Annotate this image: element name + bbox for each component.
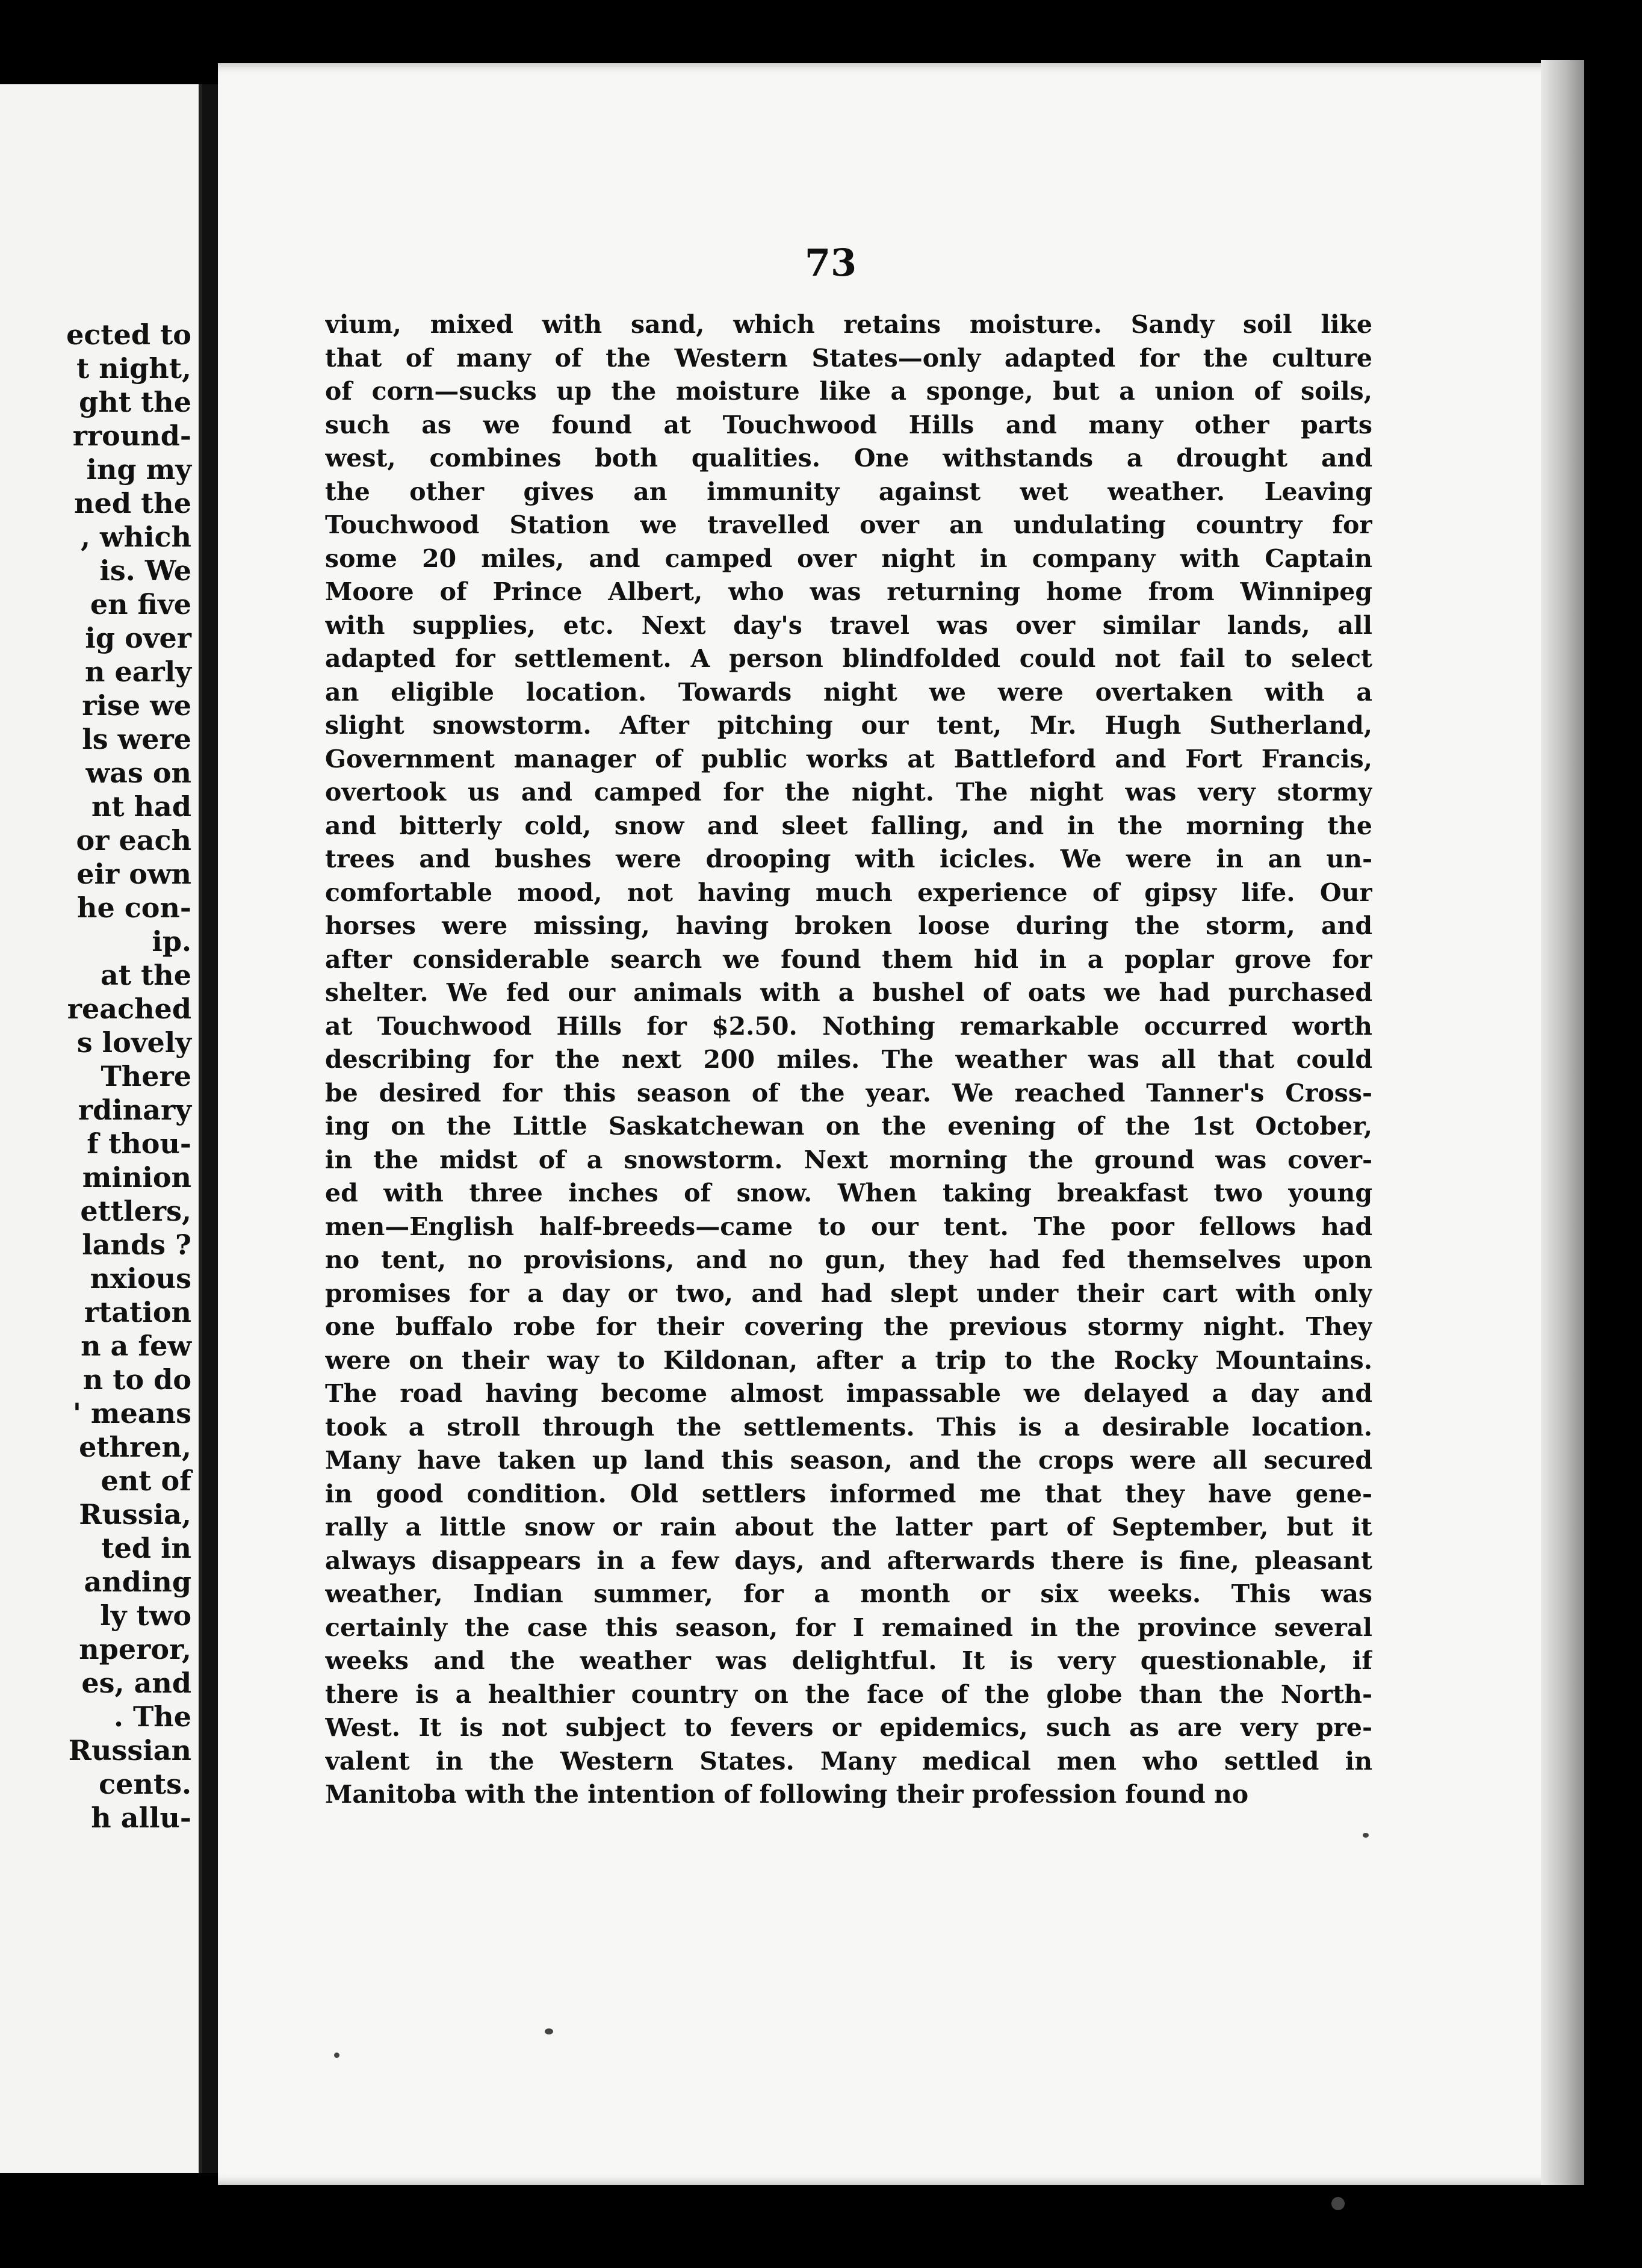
text-line: vium, mixed with sand, which retains moisture. Sandy soil like	[325, 310, 1372, 339]
text-line: valent in the Western States. Many medical men who settled in	[325, 1746, 1372, 1776]
left-page-line: rise we	[82, 689, 191, 722]
text-line: certainly the case this season, for I remained in the province several	[325, 1613, 1372, 1642]
text-line: ed with three inches of snow. When taking breakfast two young	[325, 1179, 1372, 1207]
text-line: comfortable mood, not having much experience of gipsy life. Our	[325, 878, 1372, 907]
left-page-line: ethren,	[79, 1431, 191, 1463]
binding-gutter	[202, 84, 218, 2173]
text-line: that of many of the Western States—only adapted for the culture	[325, 343, 1372, 373]
left-page-line: reached	[67, 993, 191, 1025]
left-page-line: at the	[100, 959, 191, 991]
scan-speck	[1363, 1833, 1369, 1838]
left-page-line: ip.	[152, 925, 191, 958]
left-page-text-fragments	[66, 318, 191, 1835]
left-page-line: There	[101, 1060, 191, 1092]
text-line: of corn—sucks up the moisture like a sponge, but a union of soils,	[325, 377, 1372, 406]
text-line: an eligible location. Towards night we were overtaken with a	[325, 677, 1372, 707]
text-line: with supplies, etc. Next day's travel was over similar lands, all	[325, 610, 1372, 640]
text-line: trees and bushes were drooping with icicles. We were in an un-	[325, 844, 1372, 873]
left-page-line: anding	[84, 1566, 191, 1598]
text-line: ing on the Little Saskatchewan on the evening of the 1st October,	[325, 1112, 1372, 1141]
text-line: Manitoba with the intention of following their profession found no	[325, 1780, 1249, 1809]
text-line: promises for a day or two, and had slept under their cart with only	[325, 1278, 1372, 1308]
left-page-line: rround-	[72, 420, 191, 452]
left-page-line: ned the	[74, 487, 191, 519]
text-line: overtook us and camped for the night. The night was very stormy	[325, 778, 1372, 807]
text-line: describing for the next 200 miles. The weather was all that could	[325, 1045, 1372, 1074]
left-page-line: . The	[114, 1700, 191, 1733]
text-line: slight snowstorm. After pitching our tent, Mr. Hugh Sutherland,	[325, 711, 1372, 740]
left-page-line: Russia,	[79, 1498, 191, 1531]
text-line: in good condition. Old settlers informed me that they have gene-	[325, 1479, 1372, 1508]
left-page-line: rdinary	[78, 1094, 191, 1126]
text-line: and bitterly cold, snow and sleet falling, and in the morning the	[325, 811, 1372, 840]
left-page-line: rtation	[84, 1296, 191, 1328]
left-page-line: en five	[90, 588, 191, 621]
left-page-line: nt had	[91, 790, 191, 823]
scan-speck	[545, 2028, 553, 2034]
left-page-line: ' means	[72, 1397, 191, 1430]
body-text	[325, 308, 1372, 1812]
text-line: West. It is not subject to fevers or epidemics, such as are very pre-	[325, 1713, 1372, 1742]
text-line: at Touchwood Hills for $2.50. Nothing remarkable occurred worth	[325, 1011, 1372, 1041]
text-line: Moore of Prince Albert, who was returning home from Winnipeg	[325, 577, 1372, 606]
left-page-line: t night,	[76, 352, 191, 385]
left-page-line: h allu-	[91, 1802, 191, 1834]
left-page-line: n to do	[82, 1363, 191, 1396]
text-line: men—English half-breeds—came to our tent. The poor fellows had	[325, 1212, 1372, 1241]
text-line: in the midst of a snowstorm. Next morning the ground was cover-	[325, 1145, 1372, 1174]
text-line: weather, Indian summer, for a month or six weeks. This was	[325, 1579, 1372, 1608]
text-line: shelter. We fed our animals with a bushel of oats we had purchased	[325, 978, 1372, 1007]
text-line: some 20 miles, and camped over night in company with Captain	[325, 544, 1372, 573]
left-page-line: ted in	[101, 1532, 191, 1564]
text-line: one buffalo robe for their covering the previous stormy night. They	[325, 1312, 1372, 1341]
text-line: Many have taken up land this season, and the crops were all secured	[325, 1446, 1372, 1475]
left-page-line: s lovely	[76, 1026, 191, 1059]
left-page-line: ls were	[82, 723, 191, 755]
left-page-line: ing my	[86, 453, 191, 486]
left-page-line: ettlers,	[80, 1195, 191, 1227]
text-line: Government manager of public works at Battleford and Fort Francis,	[325, 744, 1372, 773]
left-page-line: was on	[85, 757, 191, 789]
left-page-line: minion	[82, 1161, 191, 1194]
text-line: no tent, no provisions, and no gun, they had fed themselves upon	[325, 1245, 1372, 1274]
text-line: adapted for settlement. A person blindfolded could not fail to select	[325, 644, 1372, 673]
left-page-line: ght the	[79, 386, 191, 418]
text-line: always disappears in a few days, and afterwards there is fine, pleasant	[325, 1546, 1372, 1575]
text-line: such as we found at Touchwood Hills and many other parts	[325, 410, 1372, 439]
text-line: were on their way to Kildonan, after a trip to the Rocky Mountains.	[325, 1345, 1372, 1375]
text-line: after considerable search we found them hid in a poplar grove for	[325, 944, 1372, 974]
text-line: Touchwood Station we travelled over an undulating country for	[325, 510, 1372, 539]
text-line: west, combines both qualities. One withstands a drought and	[325, 444, 1372, 472]
left-page-line: n a few	[81, 1330, 191, 1362]
left-page-line: n early	[85, 655, 191, 688]
text-line: The road having become almost impassable we delayed a day and	[325, 1379, 1372, 1408]
text-line: the other gives an immunity against wet weather. Leaving	[325, 477, 1372, 506]
left-page-line: eir own	[76, 858, 191, 890]
left-page-line: lands ?	[82, 1228, 191, 1261]
left-facing-page	[0, 84, 202, 2173]
left-page-line: es, and	[81, 1667, 191, 1699]
scan-speck	[1331, 2197, 1345, 2210]
text-line: rally a little snow or rain about the latter part of September, but it	[325, 1513, 1372, 1541]
text-line: be desired for this season of the year. We reached Tanner's Cross-	[325, 1078, 1372, 1108]
left-page-line: ected to	[66, 318, 191, 351]
left-page-line: , which	[81, 521, 191, 553]
page-number: 73	[804, 241, 857, 285]
text-line: horses were missing, having broken loose during the storm, and	[325, 911, 1372, 940]
left-page-line: nxious	[90, 1262, 191, 1295]
left-page-line: Russian	[68, 1734, 191, 1767]
left-page-line: cents.	[99, 1768, 191, 1800]
scan-speck	[334, 2053, 339, 2058]
text-line: weeks and the weather was delightful. It is very questionable, if	[325, 1646, 1372, 1675]
page-edge-shadow	[1541, 60, 1584, 2185]
left-page-line: is. We	[99, 554, 191, 587]
left-page-line: ig over	[85, 622, 191, 654]
text-line: there is a healthier country on the face of the globe than the North-	[325, 1679, 1372, 1709]
left-page-line: f thou-	[87, 1127, 191, 1160]
left-page-line: ly two	[100, 1599, 191, 1632]
left-page-line: ent of	[101, 1464, 191, 1497]
left-page-line: or each	[76, 824, 191, 857]
left-page-line: he con-	[77, 891, 191, 924]
text-line: took a stroll through the settlements. This is a desirable location.	[325, 1412, 1372, 1442]
left-page-line: nperor,	[79, 1633, 191, 1665]
